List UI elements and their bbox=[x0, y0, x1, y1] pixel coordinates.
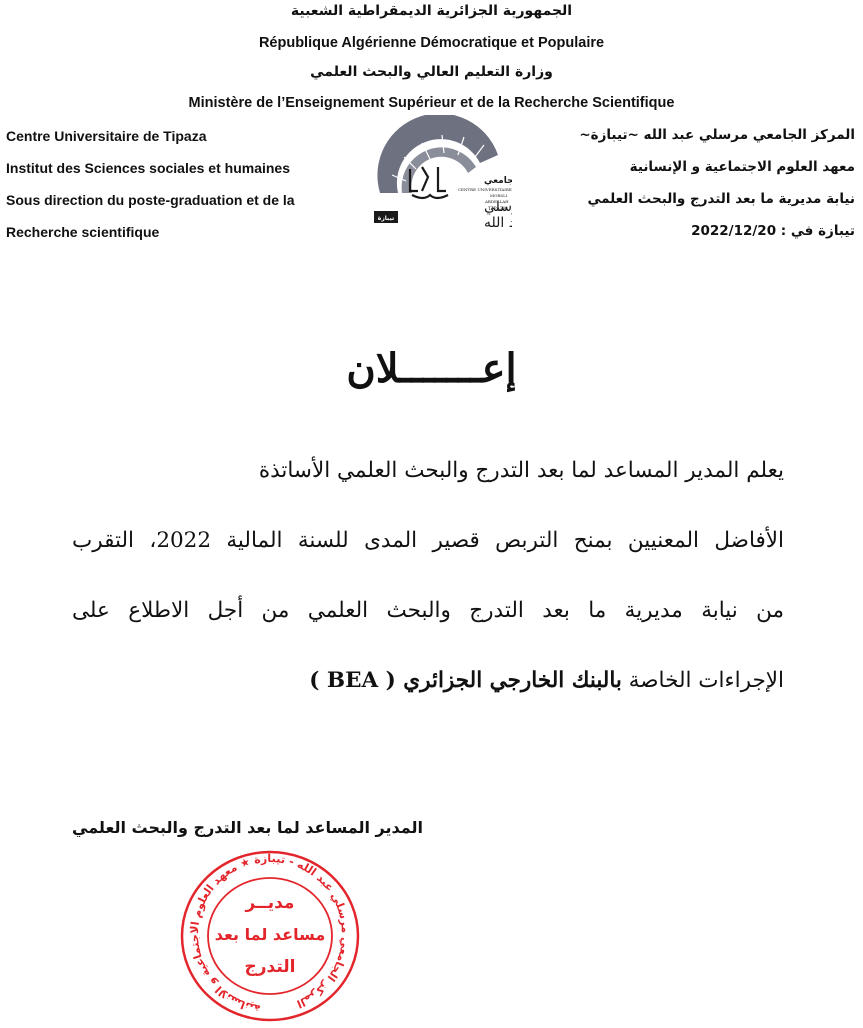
open-book-icon bbox=[410, 167, 448, 198]
republic-title-ar: الجمهورية الجزائرية الديمقراطية الشعبية bbox=[290, 3, 573, 19]
institution-line: Sous direction du poste-graduation et de la bbox=[6, 192, 295, 208]
institution-block-ar bbox=[525, 123, 855, 251]
bank-name: بالبنك الخارجي الجزائري ( BEA ) bbox=[309, 668, 622, 693]
stamp-center-line-2: مساعد لما بعد bbox=[214, 925, 326, 944]
logo-fr-name-3: ABDELLAH bbox=[485, 199, 509, 204]
stamp-graphic bbox=[175, 848, 365, 1024]
body-line-4 bbox=[72, 668, 784, 693]
body-line-4-regular: الإجراءات الخاصة bbox=[621, 668, 784, 693]
logo-calligraphy-1: سلي bbox=[484, 199, 512, 215]
logo-fr-name-2: MORSLI bbox=[490, 193, 508, 198]
logo-badge: تيبازة bbox=[377, 215, 395, 222]
announcement-title: إعـــــــلان bbox=[346, 345, 517, 392]
university-logo bbox=[372, 115, 512, 235]
document-date: تيبازة في : 2022/12/20 bbox=[691, 223, 855, 239]
logo-fr-name-4: TIPAZA bbox=[488, 206, 507, 212]
ministry-title-ar: وزارة التعليم العالي والبحث العلمي bbox=[310, 64, 553, 80]
signature-title: المدير المساعد لما بعد التدرج والبحث العلمي bbox=[72, 818, 423, 837]
stamp-center-line-3: التدرج bbox=[244, 957, 296, 977]
logo-fr-name-1: CENTRE UNIVERSITAIRE bbox=[458, 187, 512, 192]
logo-graphic bbox=[372, 115, 512, 235]
republic-title-fr: République Algérienne Démocratique et Populaire bbox=[258, 35, 605, 51]
logo-ar-name: جامعي bbox=[484, 176, 512, 186]
body-line-1: يعلم المدير المساعد لما بعد التدرج والبحث العلمي الأساتذة bbox=[258, 458, 784, 483]
body-line-2: الأفاضل المعنيين بمنح التربص قصير المدى للسنة المالية 2022، التقرب bbox=[72, 528, 785, 553]
institution-block-fr bbox=[6, 125, 336, 253]
institution-line: Centre Universitaire de Tipaza bbox=[6, 128, 207, 144]
ministry-title-fr: Ministère de l’Enseignement Supérieur et de la Recherche Scientifique bbox=[188, 95, 675, 111]
stamp-center-line-1: مديــر bbox=[245, 893, 295, 913]
body-line-3: من نيابة مديرية ما بعد التدرج والبحث العلمي من أجل الاطلاع على bbox=[72, 598, 784, 623]
official-stamp bbox=[175, 848, 365, 1024]
institution-line: Recherche scientifique bbox=[6, 224, 160, 240]
institution-line-ar: معهد العلوم الاجتماعية و الإنسانية bbox=[629, 159, 855, 175]
institution-line-ar: نيابة مديرية ما بعد التدرج والبحث العلمي bbox=[587, 191, 855, 207]
institution-line: Institut des Sciences sociales et humaines bbox=[6, 160, 290, 176]
stamp-ring-text: المركز الجامعي مرسلي عبد الله - تيبازة ★ معهد العلوم الاجتماعية و الانسانية bbox=[187, 851, 353, 1016]
institution-line-ar: المركز الجامعي مرسلي عبد الله ~تيبازة~ bbox=[579, 127, 855, 143]
logo-calligraphy-2: الله bbox=[484, 215, 505, 231]
